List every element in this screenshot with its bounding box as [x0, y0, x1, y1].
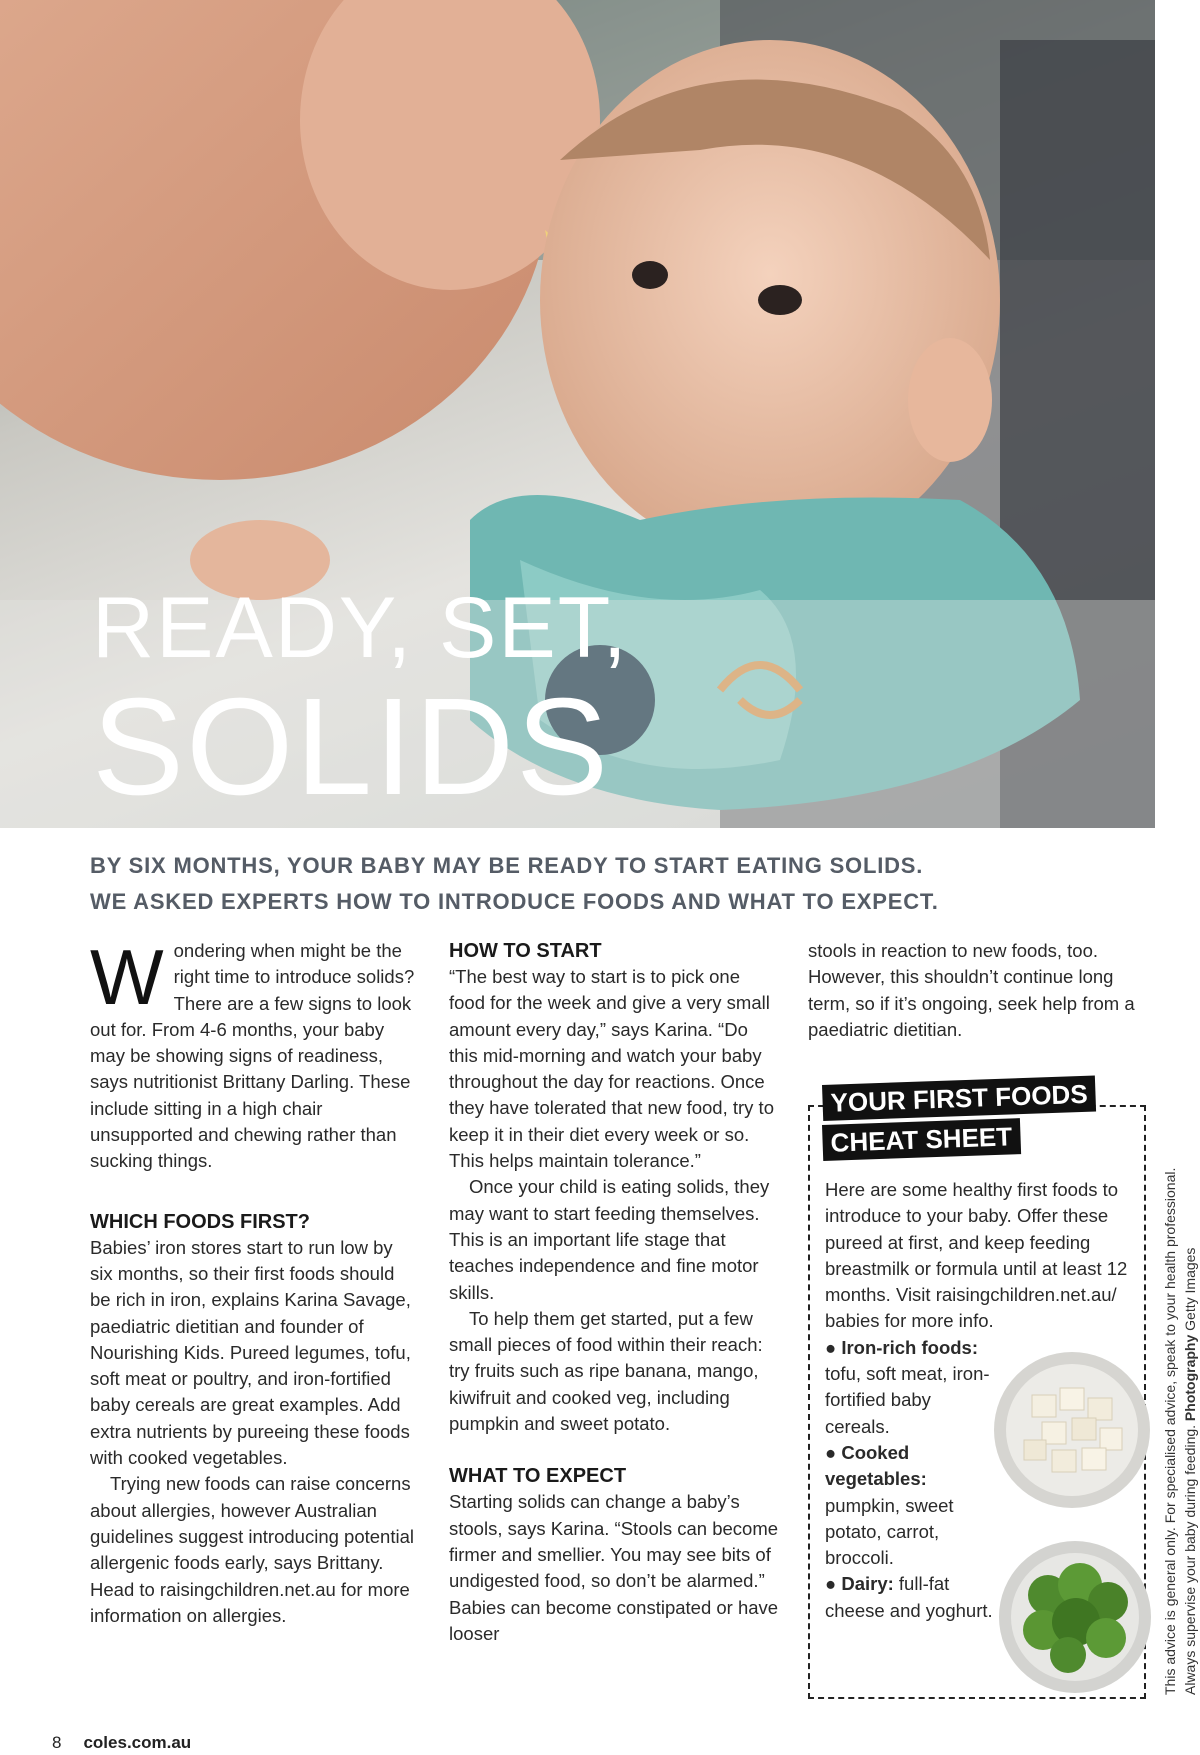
disclaimer-text: Always supervise your baby during feeding.	[1182, 1421, 1198, 1695]
headline-line-2: SOLIDS	[92, 670, 611, 824]
bullet-dot-icon: ●	[825, 1441, 837, 1463]
dropcap: W	[90, 933, 164, 1021]
photo-credit: Getty Images	[1182, 1247, 1198, 1335]
disclaimer-line-1: This advice is general only. For specialised advice, speak to your health professional.	[1162, 1167, 1178, 1695]
food-item-label: Cooked vegetables:	[825, 1441, 927, 1490]
food-item-label: Dairy:	[841, 1573, 894, 1595]
standfirst-line-1: BY SIX MONTHS, YOUR BABY MAY BE READY TO START EATING SOLIDS.	[90, 853, 924, 878]
broccoli-bowl-icon	[998, 1540, 1153, 1695]
bullet-dot-icon: ●	[825, 1336, 837, 1358]
food-item-text: pumpkin, sweet potato, carrot, broccoli.	[825, 1494, 954, 1569]
disclaimer-line-2	[1180, 1168, 1200, 1695]
food-item-text: full-fat cheese and yoghurt.	[825, 1573, 993, 1621]
food-item-vegetables	[825, 1440, 975, 1571]
food-item-label: Iron-rich foods:	[841, 1336, 979, 1358]
cheat-sheet-title-line-1: YOUR FIRST FOODS	[822, 1075, 1096, 1121]
standfirst-line-2: WE ASKED EXPERTS HOW TO INTRODUCE FOODS AND WHAT TO EXPECT.	[90, 889, 939, 914]
intro-text: ondering when might be the right time to introduce solids? There are a few signs to look out for. From 4-6 months, your baby may be showing signs of readiness, says nutritionist Brittany Darling. These include sitting in a high chair unsupported and chewing rather than sucking things.	[90, 940, 415, 1172]
how-to-start-heading: HOW TO START	[449, 940, 602, 962]
column-3	[808, 938, 1148, 1043]
column-2	[449, 938, 779, 1647]
how-to-start-paragraph-2: Once your child is eating solids, they may want to start feeding themselves. This is an important life stage that teaches independence and fine motor skills.	[449, 1176, 770, 1303]
bullet-dot-icon: ●	[825, 1573, 837, 1595]
which-foods-paragraph-1: Babies’ iron stores start to run low by six months, so their first foods should be rich in iron, explains Karina Savage, paediatric dietitian and founder of Nourishing Kids. Pureed legumes, tofu, soft meat or poultry, and iron-fortified baby cereals are great examples. Add extra nutrients by pureeing these foods with cooked vegetables.	[90, 1236, 411, 1469]
which-foods-paragraph-2: Trying new foods can raise concerns about allergies, however Australian guidelines suggest introducing potential allergenic foods early, says Brittany. Head to raisingchildren.net.au for more information on allergies.	[90, 1473, 414, 1626]
headline-line-1: READY, SET,	[92, 580, 629, 676]
tofu-photo	[992, 1350, 1152, 1510]
side-disclaimer	[1160, 1168, 1200, 1695]
what-to-expect-continued: stools in reaction to new foods, too. However, this shouldn’t continue long term, so if it’s ongoing, seek help from a paediatric dietitian.	[808, 940, 1135, 1040]
food-item-dairy	[825, 1571, 995, 1624]
intro-paragraph	[90, 933, 420, 1175]
cheat-sheet-title-line-2: CHEAT SHEET	[822, 1118, 1021, 1161]
standfirst	[90, 848, 1090, 920]
page-number: 8	[52, 1733, 62, 1752]
food-item-iron	[825, 1335, 995, 1440]
photography-label: Photography	[1182, 1334, 1198, 1422]
tofu-bowl-icon	[992, 1350, 1152, 1510]
folio	[52, 1733, 191, 1753]
cheat-sheet-intro: Here are some healthy first foods to introduce to your baby. Offer these pureed at first, and keep feeding breastmilk or formula until at least 12 months. Visit raisingchildren.net.au/ babies for more info.	[825, 1179, 1128, 1332]
broccoli-photo	[998, 1540, 1153, 1695]
how-to-start-paragraph-1: “The best way to start is to pick one food for the week and give a very small amount every day,” says Karina. “Do this mid-morning and watch your baby throughout the day for reactions. Once they have tolerated that new food, try to keep it in their diet every week or so. This helps maintain tolerance.”	[449, 966, 774, 1172]
column-1	[90, 933, 420, 1629]
site-link[interactable]: coles.com.au	[83, 1733, 192, 1752]
what-to-expect-heading: WHAT TO EXPECT	[449, 1465, 627, 1488]
food-item-text: tofu, soft meat, iron-fortified baby cereals.	[825, 1363, 990, 1437]
hero-photo	[0, 0, 1155, 828]
which-foods-heading: WHICH FOODS FIRST?	[90, 1210, 310, 1233]
how-to-start-paragraph-3: To help them get started, put a few small pieces of food within their reach: try fruits such as ripe banana, mango, kiwifruit and cooked veg, including pumpkin and sweet potato.	[449, 1307, 763, 1435]
what-to-expect-paragraph: Starting solids can change a baby’s stools, says Karina. “Stools can become firmer and smellier. You may see bits of undigested food, so don’t be alarmed.” Babies can become constipated or have looser	[449, 1491, 779, 1644]
